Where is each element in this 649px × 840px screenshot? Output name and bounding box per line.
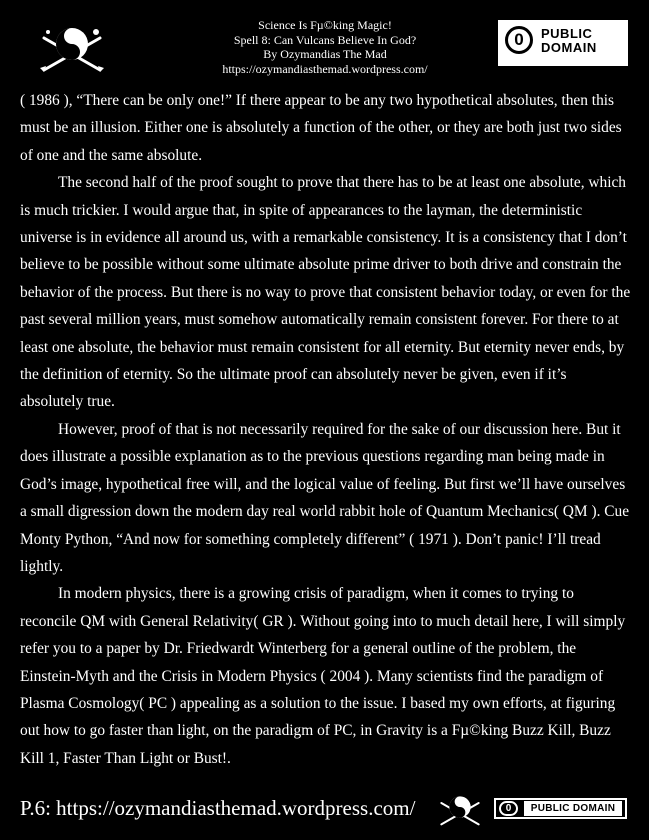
public-domain-icon: 0 — [505, 26, 533, 54]
public-domain-label — [541, 27, 597, 55]
page-header — [0, 0, 649, 82]
public-domain-badge-small — [494, 798, 627, 819]
badge-line-public: PUBLIC — [541, 26, 593, 41]
paragraph: In modern physics, there is a growing crisis of paradigm, when it comes to trying to reconcile QM with General Relativity( GR ). Without going into to much detail here, I will simply refer you to a paper by Dr. Friedwardt Winterberg for a general outline of the problem, the Einstein-Myth and the Crisis in Modern Physics ( 2004 ). Many scientists find the paradigm of Plasma Cosmology( PC ) appealing as a solution to the issue. I based my own efforts, at figuring out how to go faster than light, on the paradigm of PC, in Gravity is a Fµ©king Buzz Kill, Buzz Kill 1, Faster Than Light or Bust!. — [20, 585, 626, 767]
header-spell-title: Spell 8: Can Vulcans Believe In God? — [233, 32, 417, 47]
public-domain-label: PUBLIC DOMAIN — [524, 801, 622, 816]
header-series-title: Science Is Fµ©king Magic! — [258, 18, 392, 32]
yin-yang-skull-crossed-swords-icon — [36, 24, 108, 76]
header-title-block — [160, 18, 490, 76]
badge-line-domain: DOMAIN — [541, 40, 597, 55]
paragraph: ( 1986 ), “There can be only one!” If there appear to be any two hypothetical absolutes, then this must be an illusion. Either one is absolutely a function of the other, or they are both just two sides of one and the same absolute. — [20, 92, 622, 164]
header-url: https://ozymandiasthemad.wordpress.com/ — [222, 61, 428, 76]
public-domain-icon: 0 — [499, 801, 518, 816]
footer-page-url: P.6: https://ozymandiasthemad.wordpress.com/ — [20, 796, 416, 820]
paragraph: However, proof of that is not necessarily required for the sake of our discussion here. But it does illustrate a possible explanation as to the previous questions regarding man being made in God’s image, hypothetical free will, and the logical value of feeling. But first we’ll have ourselves a small digression down the modern day real world rabbit hole of Quantum Mechanics( QM ). Cue Monty Python, “And now for something completely different” ( 1971 ). Don’t panic! I’ll tread lightly. — [20, 420, 630, 575]
yin-yang-skull-crossed-swords-icon — [436, 792, 484, 830]
paragraph: The second half of the proof sought to prove that there has to be at least one absolute, which is much trickier. I would argue that, in spite of appearances to the layman, the deterministic universe is in evidence all around us, with a remarkable consistency. It is a consistency that I don’t believe to be possible without some ultimate absolute prime driver to both drive and constrain the behavior of the process. But there is no way to prove that consistent behavior today, or even for the past several million years, must somehow automatically remain consistent forever. For there to at least one absolute, the behavior must remain consistent for all eternity. But eternity never ends, by the definition of eternity. So the ultimate proof can absolutely never be given, even if it’s absolutely true. — [20, 174, 631, 411]
page-footer — [0, 786, 649, 836]
header-author: By Ozymandias The Mad — [263, 47, 387, 61]
document-body — [20, 87, 632, 772]
public-domain-badge — [498, 20, 628, 66]
